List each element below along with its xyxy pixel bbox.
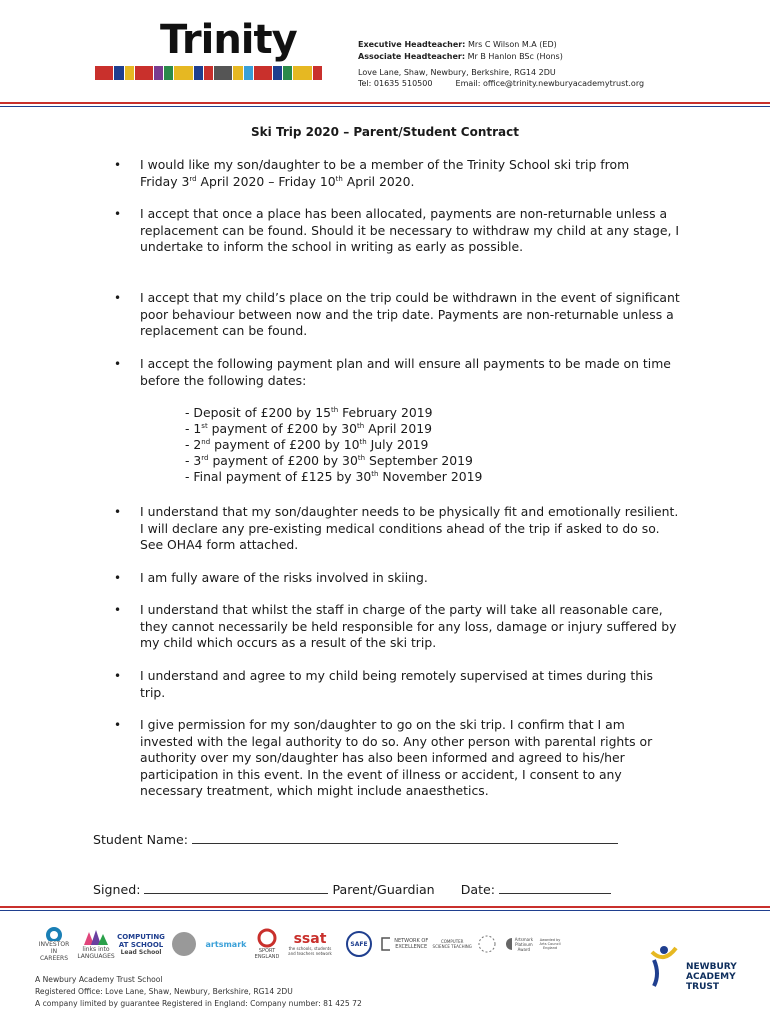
- bullet-payments-nonreturnable: I accept that once a place has been allocated, payments are non-returnable unless a replacement can be found. Should it be necessary to withdraw my child at any stage, I undertake to inform the school in writing as early as possible.: [140, 206, 680, 254]
- footer-trust-school: A Newbury Academy Trust School: [35, 975, 163, 984]
- payment-text: November 2019: [378, 469, 483, 484]
- payment-text: - Deposit of £200 by 15: [185, 405, 331, 420]
- stripe-segment: [154, 66, 163, 80]
- bullet-dot: •: [114, 603, 122, 617]
- footer-rule-navy: [0, 910, 770, 911]
- signed-label: Signed:: [93, 882, 141, 897]
- logo-text: artsmark: [205, 939, 247, 949]
- stripe-segment: [214, 66, 232, 80]
- payment-text: February 2019: [338, 405, 433, 420]
- safe-logo: [344, 926, 374, 962]
- payment-line-2nd: [185, 437, 428, 454]
- bullet-dot: •: [114, 357, 122, 371]
- stripe-segment: [194, 66, 203, 80]
- exec-head-label: Executive Headteacher:: [358, 40, 466, 49]
- payment-line-deposit: [185, 405, 433, 422]
- stripe-segment: [135, 66, 153, 80]
- signature-row: [93, 881, 611, 897]
- payment-text: - 3: [185, 453, 202, 468]
- logo-subtext: COMPUTER SCIENCE TEACHING: [432, 939, 472, 949]
- footer-registered-office: Registered Office: Love Lane, Shaw, Newbury, Berkshire, RG14 2DU: [35, 987, 293, 996]
- student-name-row: [93, 831, 618, 847]
- bullet-dot: •: [114, 505, 122, 519]
- payment-text: April 2019: [364, 421, 432, 436]
- logo-text: SPORT ENGLAND: [254, 948, 280, 960]
- bullet-dot: •: [114, 207, 122, 221]
- payment-text: September 2019: [365, 453, 473, 468]
- trust-name-line2: ACADEMY: [686, 972, 736, 982]
- trip-date-start: Friday 3: [140, 173, 190, 189]
- parent-guardian-label: Parent/Guardian: [332, 882, 435, 897]
- logo-color-stripe: [95, 66, 323, 80]
- bullet-remote-supervision: I understand and agree to my child being remotely supervised at times during this trip.: [140, 668, 653, 700]
- contact-line: [358, 79, 644, 89]
- logo-text: links into LANGUAGES: [77, 946, 115, 960]
- ordinal: th: [371, 469, 379, 478]
- assoc-head-line: [358, 52, 563, 62]
- bullet-payment-plan: I accept the following payment plan and will ensure all payments to be made on time before the following dates:: [140, 356, 671, 388]
- stripe-segment: [114, 66, 123, 80]
- logo-text: ssat: [293, 931, 327, 947]
- ordinal: th: [330, 405, 339, 414]
- ordinal: th: [357, 453, 366, 462]
- payment-text: - 1: [185, 421, 202, 436]
- ribbon-icon: [476, 933, 498, 955]
- award-badge-icon: [170, 930, 198, 958]
- payment-text: payment of £200 by 30: [207, 421, 358, 436]
- ordinal: th: [359, 437, 367, 446]
- stripe-segment: [293, 66, 311, 80]
- logo-subtext: Lead School: [120, 948, 162, 956]
- stripe-segment: [233, 66, 242, 80]
- ordinal: nd: [201, 437, 211, 446]
- ordinal: th: [357, 421, 365, 430]
- payment-text: - Final payment of £125 by 30: [185, 469, 372, 484]
- bullet-dot: •: [114, 571, 122, 585]
- logo-subtext: the schools, students and teachers network: [288, 946, 332, 956]
- bullet-trip-membership: [140, 157, 680, 190]
- ribbon-logo: [474, 926, 500, 962]
- payment-line-3rd: [185, 453, 473, 470]
- stripe-segment: [95, 66, 113, 80]
- network-icon: [380, 936, 390, 952]
- sport-england-icon: [257, 928, 277, 948]
- bullet-dot: •: [114, 669, 122, 683]
- date-field[interactable]: [499, 881, 611, 894]
- stripe-segment: [174, 66, 192, 80]
- computing-at-school-logo: [118, 926, 164, 962]
- contract-title: Ski Trip 2020 – Parent/Student Contract: [251, 125, 519, 139]
- careers-icon: [42, 926, 66, 941]
- logo-text: COMPUTING AT SCHOOL: [117, 932, 165, 949]
- assoc-head-value: Mr B Hanlon BSc (Hons): [467, 52, 563, 61]
- platinum-icon: [504, 936, 512, 952]
- stripe-segment: [125, 66, 134, 80]
- ordinal: st: [201, 421, 208, 430]
- assoc-head-label: Associate Headteacher:: [358, 52, 466, 61]
- links-into-languages-logo: [78, 926, 114, 962]
- payment-text: payment of £200 by 10: [210, 437, 360, 452]
- stripe-segment: [313, 66, 322, 80]
- payment-line-1st: [185, 421, 432, 438]
- bullet-dot: •: [114, 158, 122, 172]
- bullet-liability: I understand that whilst the staff in charge of the party will take all reasonable care, they cannot necessarily be held responsible for any loss, damage or injury suffered by my child which occurs as a result of the ski trip.: [140, 602, 677, 650]
- trust-name-line3: TRUST: [686, 982, 719, 992]
- logo-text: NETWORK OF EXCELLENCE: [394, 938, 429, 950]
- exec-head-value: Mrs C Wilson M.A (ED): [467, 40, 557, 49]
- logo-text: INVESTOR IN CAREERS: [38, 941, 70, 962]
- trip-date-end: April 2020.: [342, 173, 415, 189]
- school-address: Love Lane, Shaw, Newbury, Berkshire, RG14 2DU: [358, 68, 556, 77]
- ordinal-th: th: [335, 174, 343, 183]
- ssat-logo: [286, 926, 334, 962]
- trip-date-mid: April 2020 – Friday 10: [196, 173, 336, 189]
- sport-england-logo: [254, 926, 280, 962]
- student-name-label: Student Name:: [93, 832, 188, 847]
- payment-line-final: [185, 469, 482, 486]
- footer-company-number: A company limited by guarantee Registered in England: Company number: 81 425 72: [35, 999, 362, 1008]
- stripe-segment: [283, 66, 292, 80]
- artsmark-logo: [206, 926, 246, 962]
- trust-name-line1: NEWBURY: [686, 962, 737, 972]
- silver-award-logo: [170, 926, 198, 962]
- bullet-risks: I am fully aware of the risks involved in skiing.: [140, 570, 428, 585]
- investor-in-careers-logo: [36, 926, 72, 962]
- logo-text: SAFE: [350, 940, 368, 948]
- stripe-segment: [244, 66, 253, 80]
- newbury-academy-trust-icon: [648, 944, 682, 988]
- artsmark-platinum-logo: [504, 926, 564, 962]
- bullet-behaviour-withdrawal: I accept that my child’s place on the trip could be withdrawn in the event of significant poor behaviour between now and the trip date. Payments are non-returnable unless a replacement can be found.: [140, 290, 680, 338]
- stripe-segment: [164, 66, 173, 80]
- bullet-trip-line1: I would like my son/daughter to be a member of the Trinity School ski trip from: [140, 157, 630, 172]
- network-of-excellence-logo: [380, 926, 472, 962]
- bullet-dot: •: [114, 291, 122, 305]
- logo-text: Artsmark Platinum Award: [514, 936, 534, 952]
- stripe-segment: [204, 66, 213, 80]
- payment-text: - 2: [185, 437, 202, 452]
- signature-field[interactable]: [144, 881, 328, 894]
- school-tel: Tel: 01635 510500: [358, 79, 433, 88]
- bullet-permission-consent: I give permission for my son/daughter to go on the ski trip. I confirm that I am invested with the legal authority to do so. Any other person with parental rights or authority over my son/daughter has also been informed and agreed to his/her participation in this event. In the event of illness or accident, I consent to any necessary treatment, which might include anaesthetics.: [140, 717, 653, 798]
- header-rule-red: [0, 102, 770, 104]
- date-label: Date:: [460, 882, 496, 897]
- exec-head-line: [358, 40, 557, 50]
- logo-subtext: Awarded by Arts Council England: [539, 938, 561, 950]
- languages-icon: [81, 928, 111, 946]
- school-logo-wordmark: Trinity: [160, 17, 297, 63]
- payment-text: payment of £200 by 30: [208, 453, 358, 468]
- payment-text: July 2019: [366, 437, 429, 452]
- bullet-fitness-medical: I understand that my son/daughter needs to be physically fit and emotionally resilient. I will declare any pre-existing medical conditions ahead of the trip if asked to do so. See OHA4 form attached.: [140, 504, 679, 552]
- ordinal-rd: rd: [189, 174, 197, 183]
- bullet-dot: •: [114, 718, 122, 732]
- stripe-segment: [254, 66, 272, 80]
- footer-rule-red: [0, 906, 770, 908]
- ordinal: rd: [201, 453, 209, 462]
- school-email[interactable]: Email: office@trinity.newburyacademytrust.org: [455, 79, 645, 88]
- student-name-field[interactable]: [192, 831, 618, 844]
- stripe-segment: [273, 66, 282, 80]
- header-rule-navy: [0, 106, 770, 107]
